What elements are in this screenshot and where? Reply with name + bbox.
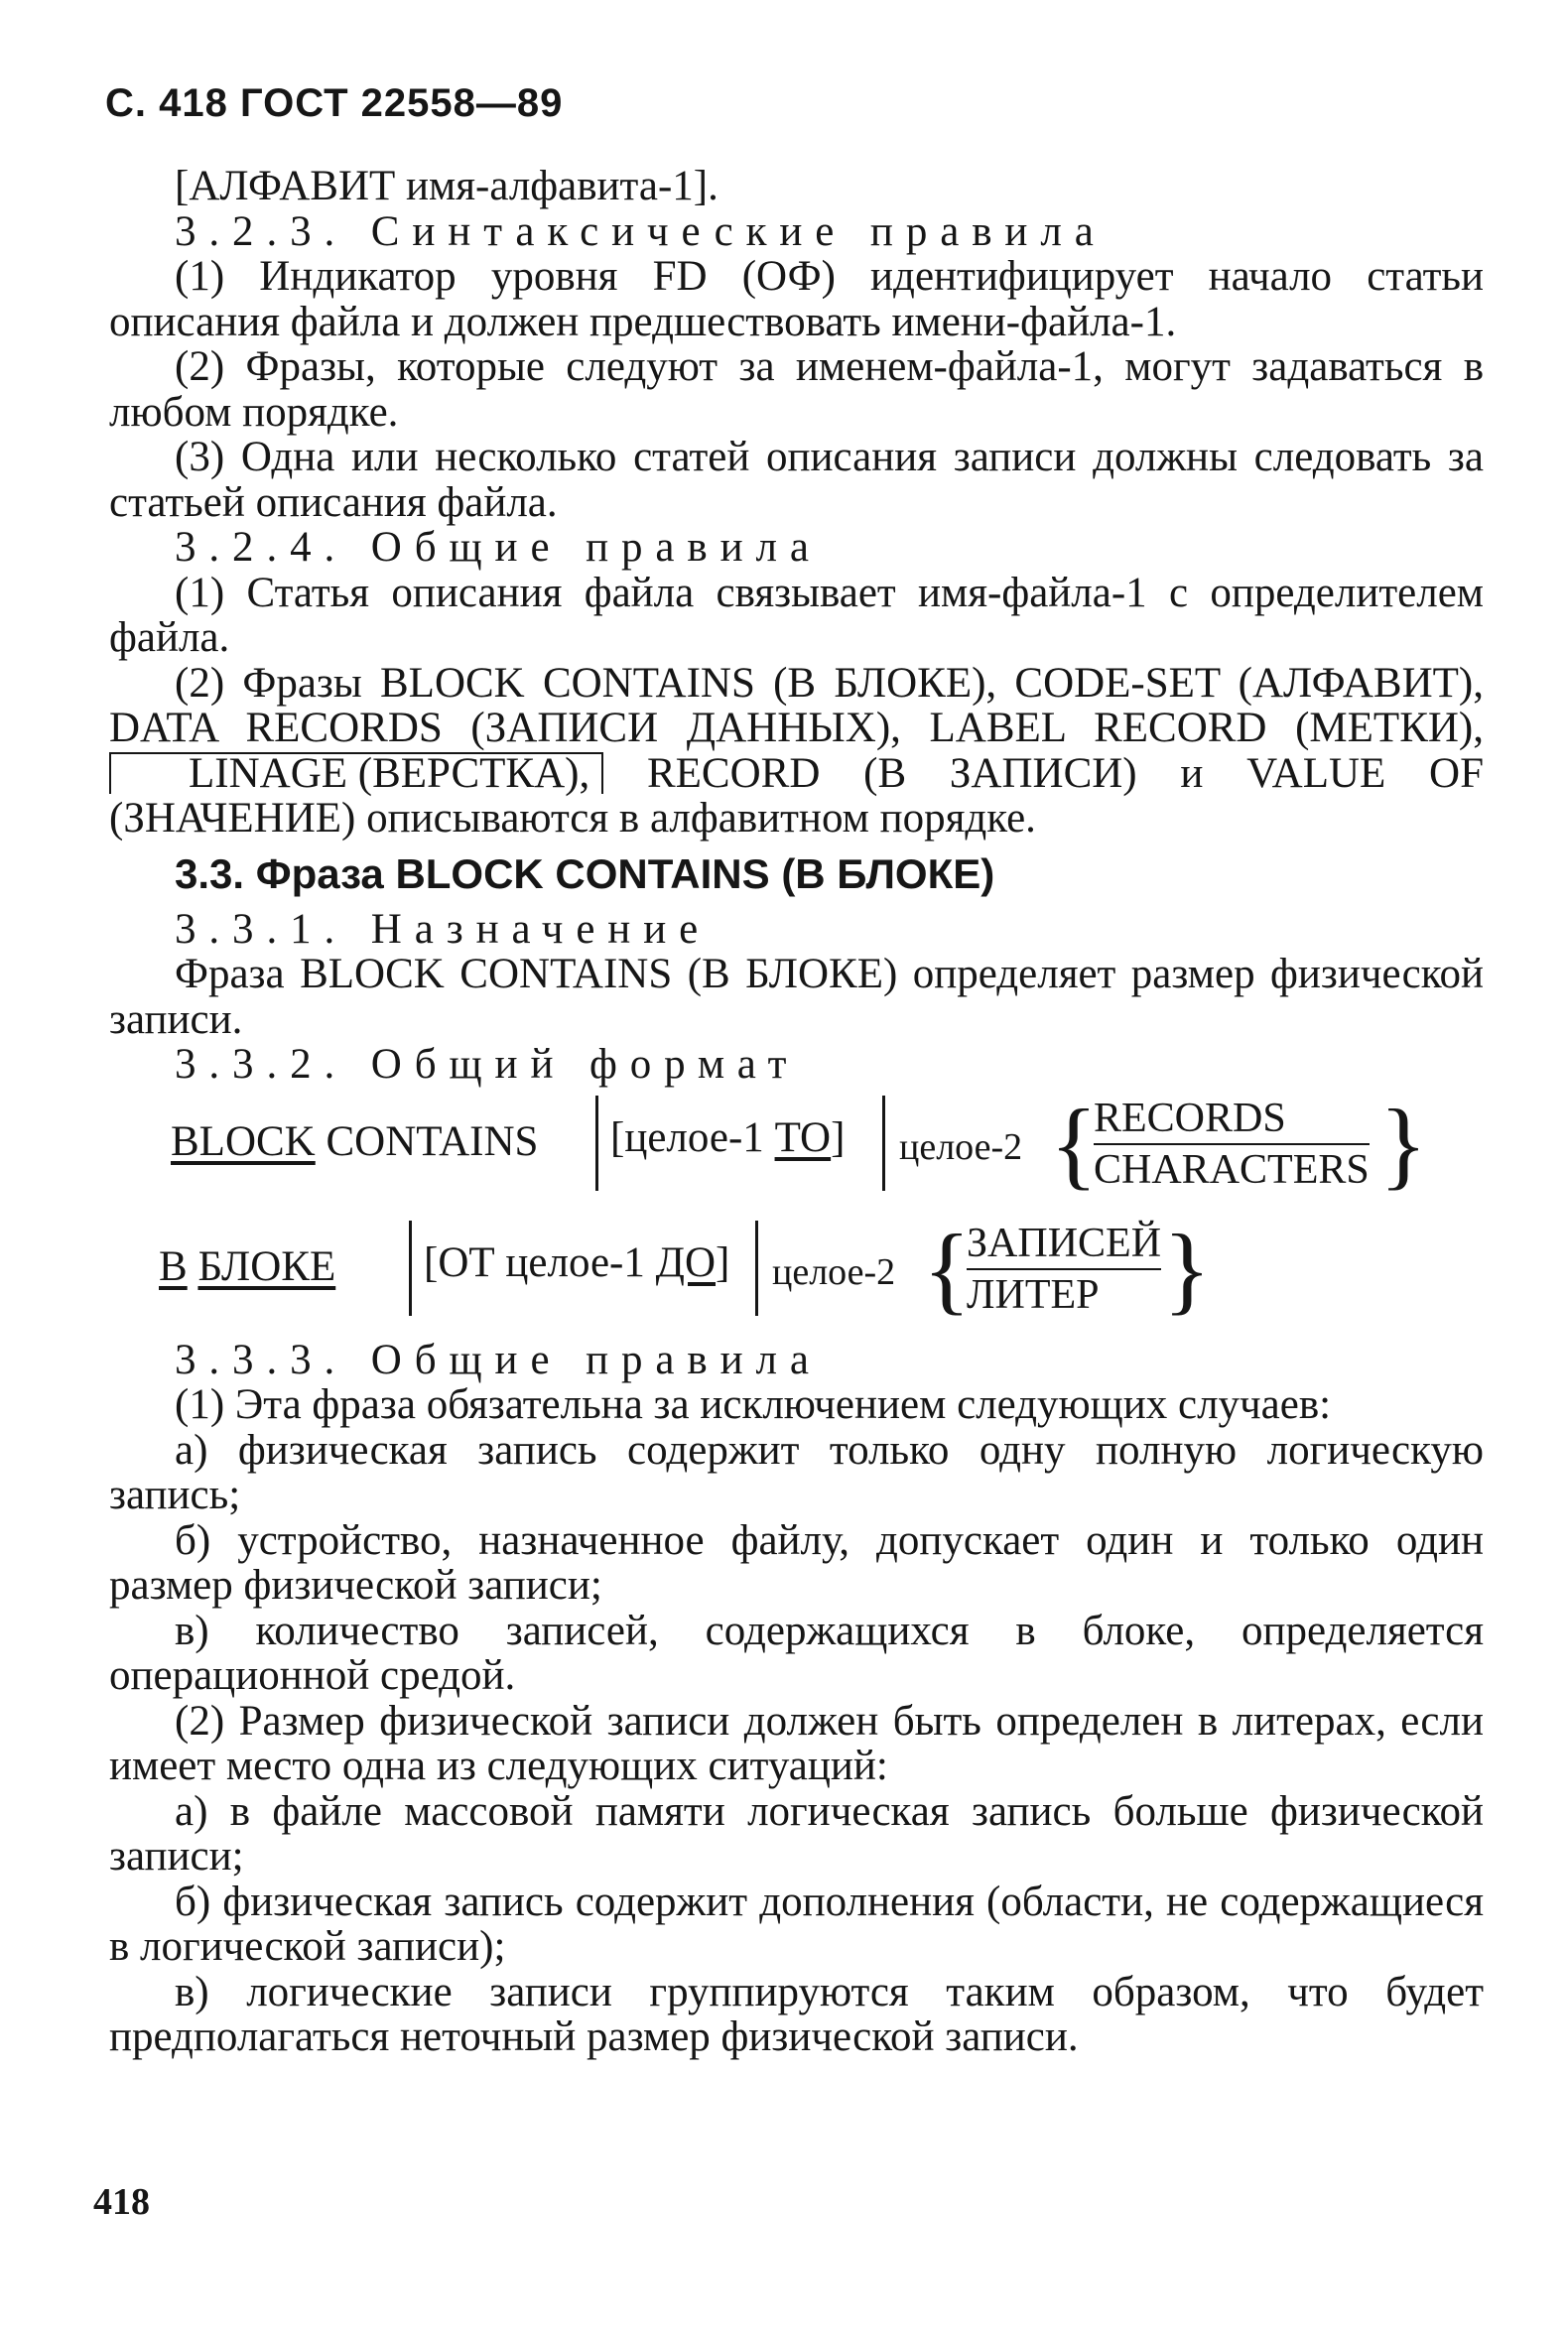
paragraph: (2) Фразы, которые следуют за именем-файла-1, могут задаваться в любом порядке. xyxy=(109,343,1484,436)
list-item: а) в файле массовой памяти логическая запись больше физической записи; xyxy=(109,1787,1484,1880)
list-item: в) количество записей, содержащихся в блоке, определяется операционной средой. xyxy=(109,1607,1484,1699)
option-text: [целое-1 TO] xyxy=(610,1113,846,1161)
section-heading-3-3-3: 3.3.3. Общие правила xyxy=(175,1336,822,1383)
list-item: а) физическая запись содержит только одну полную логическую запись; xyxy=(109,1426,1484,1518)
keyword-block: BLOCK CONTAINS xyxy=(171,1117,539,1165)
paragraph: (3) Одна или несколько статей описания записи должны следовать за статьей описания файла. xyxy=(109,434,1484,526)
section-heading-3-3-2: 3.3.2. Общий формат xyxy=(175,1041,800,1088)
body-text xyxy=(109,164,1484,2060)
paragraph: (1) Индикатор уровня FD (ОФ) идентифицирует начало статьи описания файла и должен предшествовать имени-файла-1. xyxy=(109,253,1484,345)
choice-stack xyxy=(967,1219,1161,1320)
section-heading-3-3: 3.3. Фраза BLOCK CONTAINS (В БЛОКЕ) xyxy=(175,849,995,897)
choice-characters: CHARACTERS xyxy=(1094,1146,1370,1193)
choice-stack xyxy=(1094,1094,1370,1195)
syntax-format-en xyxy=(171,1088,1484,1213)
integer-2: целое-2 xyxy=(772,1250,896,1293)
section-heading-3-2-3: 3.2.3. Синтаксические правила xyxy=(175,207,1107,255)
syntax-format-ru xyxy=(159,1213,1484,1338)
list-item: в) логические записи группируются таким образом, что будет предполагаться неточный размер физической записи. xyxy=(109,1968,1484,2060)
paragraph: Фраза BLOCK CONTAINS (В БЛОКЕ) определяет размер физической записи. xyxy=(109,951,1484,1043)
integer-2: целое-2 xyxy=(899,1125,1023,1168)
option-text: [ОТ целое-1 ДО] xyxy=(424,1238,730,1286)
keyword-v-bloke: В БЛОКЕ xyxy=(159,1242,336,1290)
optional-box xyxy=(595,1096,885,1191)
choice-zapisey: ЗАПИСЕЙ xyxy=(967,1219,1161,1270)
page-header: С. 418 ГОСТ 22558—89 xyxy=(105,81,564,125)
right-brace: } xyxy=(1379,1088,1427,1199)
choice-liter: ЛИТЕР xyxy=(967,1271,1100,1318)
list-item: б) устройство, назначенное файлу, допускает один и только один размер физической записи; xyxy=(109,1516,1484,1609)
section-heading-3-3-1: 3.3.1. Назначение xyxy=(175,905,712,953)
paragraph: (1) Статья описания файла связывает имя-файла-1 с определителем файла. xyxy=(109,569,1484,661)
paragraph: (2) Размер физической записи должен быть определен в литерах, если имеет место одна из следующих ситуаций: xyxy=(109,1697,1484,1789)
left-brace: { xyxy=(923,1213,971,1324)
linage-boxed: LINAGE (ВЕРСТКА), xyxy=(109,752,603,794)
choice-records: RECORDS xyxy=(1094,1094,1370,1145)
paragraph-phrases xyxy=(109,661,1484,842)
phrase-text: (2) Фразы BLOCK CONTAINS (В БЛОКЕ), CODE-SET (АЛФАВИТ), DATA RECORDS (ЗАПИСИ ДАННЫХ), LABEL RECORD (МЕТКИ), xyxy=(109,659,1484,751)
right-brace: } xyxy=(1163,1213,1211,1324)
left-brace: { xyxy=(1050,1088,1098,1199)
page-number: 418 xyxy=(93,2181,150,2223)
optional-box xyxy=(409,1221,758,1316)
section-heading-3-2-4: 3.2.4. Общие правила xyxy=(175,524,822,571)
phrase-text: RECORD (В ЗАПИСИ) и VALUE OF (ЗНАЧЕНИЕ) описываются в алфавитном порядке. xyxy=(109,749,1484,842)
list-item: б) физическая запись содержит дополнения (области, не содержащиеся в логической записи); xyxy=(109,1878,1484,1970)
paragraph: (1) Эта фраза обязательна за исключением следующих случаев: xyxy=(175,1381,1332,1428)
text-line: [АЛФАВИТ имя-алфавита-1]. xyxy=(175,163,719,209)
